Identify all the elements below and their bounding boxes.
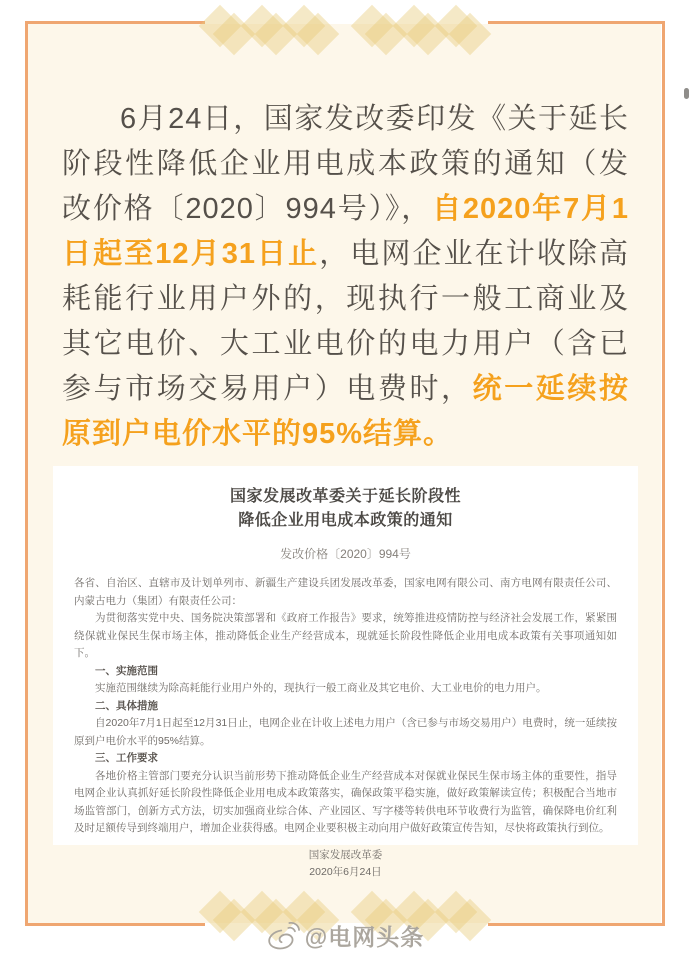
top-ornament-row	[206, 6, 484, 58]
doc-paragraph: 实施范围继续为除高耗能行业用户外的，现执行一般工商业及其它电价、大工业电价的电力用户。	[95, 682, 547, 694]
diamond-ornament	[207, 6, 247, 58]
doc-paragraph: 各地价格主管部门要充分认识当前形势下推动降低企业生产经营成本对保就业保民生保市场主体的重要性，指导电网企业认真抓好延长阶段性降低企业用电成本政策落实，确保政策平稳实施，做好政策解读宣传；积极配合当地市场监管部门，创新方式方法，切实加强商业综合体、产业园区、写字楼等转供电环节收费行为监管，确保降电价红利及时足额传导到终端用户，增加企业获得感。电网企业要积极主动向用户做好政策宣传告知，尽快将政策执行到位。	[74, 769, 617, 834]
scrollbar-thumb[interactable]	[684, 88, 689, 99]
doc-section-heading-1: 一、实施范围	[95, 664, 158, 677]
doc-paragraph: 自2020年7月1日起至12月31日止，电网企业在计收上述电力用户（含已参与市场交易用户）电费时，统一延续按原到户电价水平的95%结算。	[74, 717, 617, 747]
headline-highlight-dates: 自2020年7月1日起至12月31日止	[62, 193, 629, 270]
weibo-logo-icon	[266, 921, 300, 951]
document-signature: 国家发展改革委	[308, 848, 383, 861]
headline-paragraph	[62, 97, 629, 457]
headline-segment: 6月24日，国家发改委印发《关于延长阶段性降低企业用电成本政策的通知（发改价格〔2020〕994号）》，	[62, 103, 629, 225]
headline-block	[62, 97, 629, 457]
diamond-ornament	[443, 892, 483, 944]
headline-segment: ，电网企业在计收除高耗能行业用户外的，现执行一般工商业及其它电价、大工业电价的电力用户（含已参与市场交易用户）电费时，	[62, 238, 629, 405]
document-title	[74, 485, 617, 533]
document-body	[74, 575, 617, 882]
notice-document	[53, 466, 638, 878]
doc-paragraph: 为贯彻落实党中央、国务院决策部署和《政府工作报告》要求，统筹推进疫情防控与经济社会发展工作，紧紧围绕保就业保民生保市场主体，推动降低企业生产经营成本，现就延长阶段性降低企业用电成本政策有关事项通知如下。	[74, 612, 617, 659]
card-border-left	[25, 21, 28, 926]
doc-section-heading-2: 二、具体措施	[95, 699, 158, 712]
watermark-handle: @电网头条	[304, 924, 425, 950]
document-date: 2020年6月24日	[309, 866, 382, 878]
document-number: 发改价格〔2020〕994号	[280, 547, 411, 561]
diamond-ornament	[291, 6, 331, 58]
diamond-ornament	[207, 892, 247, 944]
doc-paragraph-salutation: 各省、自治区、直辖市及计划单列市、新疆生产建设兵团发展改革委，国家电网有限公司、南方电网有限责任公司、内蒙古电力（集团）有限责任公司：	[74, 577, 617, 607]
diamond-ornament	[401, 6, 441, 58]
document-title-line1: 国家发展改革委关于延长阶段性	[229, 488, 461, 505]
headline-highlight-settlement: 统一延续按原到户电价水平的95%结算。	[62, 373, 629, 450]
card-border-right	[662, 21, 665, 926]
diamond-ornament	[359, 6, 399, 58]
document-signoff	[74, 847, 617, 882]
card-border-top-left	[25, 21, 205, 24]
diamond-ornament	[249, 6, 289, 58]
watermark	[266, 919, 424, 952]
document-title-line2: 降低企业用电成本政策的通知	[238, 512, 453, 529]
card-border-bottom-right	[488, 923, 665, 926]
card-border-top-right	[488, 21, 665, 24]
doc-section-heading-3: 三、工作要求	[95, 752, 158, 764]
card-border-bottom-left	[25, 923, 205, 926]
diamond-ornament	[443, 6, 483, 58]
